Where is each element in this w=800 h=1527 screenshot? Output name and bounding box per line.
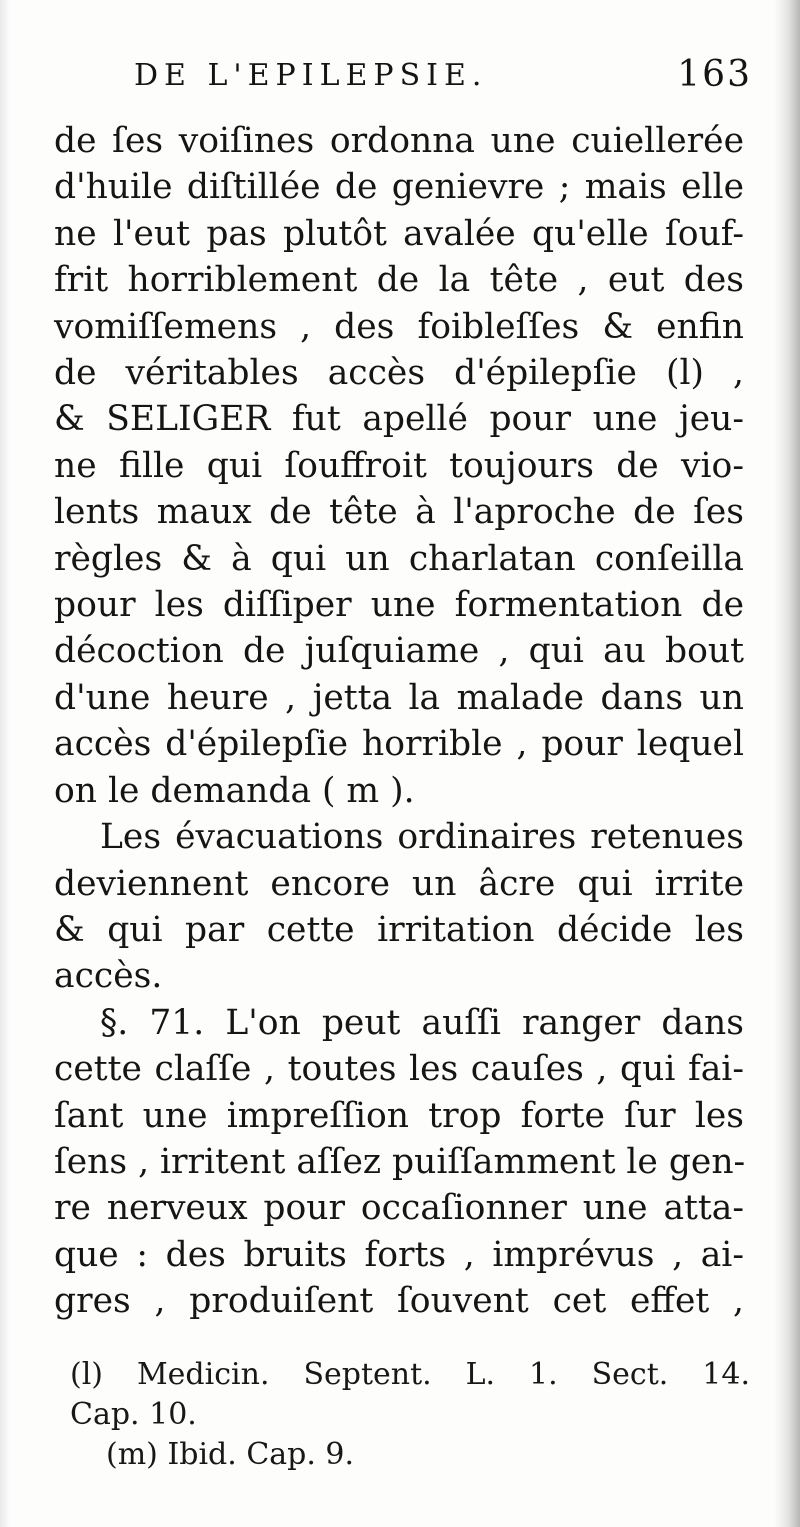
text-line: vomiſſemens , des foibleſſes & enfin: [54, 306, 744, 347]
page-number: 163: [677, 54, 752, 95]
text-line: gres , produiſent ſouvent cet effet ,: [54, 1281, 744, 1322]
page-left-edge: [0, 0, 10, 1527]
text-line: que : des bruits forts , imprévus , ai-: [54, 1234, 744, 1275]
text-line: deviennent encore un âcre qui irrite: [54, 863, 744, 904]
text-line: lents maux de tête à l'aproche de ſes: [54, 492, 744, 533]
footnote-l-continuation: Cap. 10.: [70, 1397, 197, 1432]
text-line: accès.: [54, 956, 163, 997]
section-start-line: §. 71. L'on peut auſſi ranger dans: [100, 1002, 744, 1043]
running-head: [52, 52, 752, 98]
text-line: d'une heure , jetta la malade dans un: [54, 677, 744, 718]
text-line: d'huile diſtillée de genievre ; mais elle: [54, 167, 744, 208]
footnote-m: (m) Ibid. Cap. 9.: [106, 1437, 355, 1472]
text-line: & SELIGER fut apellé pour une jeu-: [54, 399, 744, 440]
text-line: re nerveux pour occaſionner une atta-: [54, 1188, 744, 1229]
text-line: ſant une impreſſion trop forte ſur les: [54, 1095, 744, 1136]
text-line: pour les diſſiper une formentation de: [54, 585, 744, 626]
text-line: ne fille qui ſouffroit toujours de vio-: [54, 445, 744, 486]
body-text: [54, 118, 744, 1325]
text-line: règles & à qui un charlatan conſeilla: [54, 538, 744, 579]
text-line: de ſes voiſines ordonna une cuiellerée: [54, 121, 744, 161]
text-line: ne l'eut pas plutôt avalée qu'elle ſouf-: [54, 213, 744, 254]
footnote-l: (l) Medicin. Septent. L. 1. Sect. 14.: [70, 1357, 750, 1392]
running-title: DE L'EPILEPSIE.: [134, 58, 488, 93]
paragraph-start-line: Les évacuations ordinaires retenues: [100, 817, 744, 858]
text-line: de véritables accès d'épilepſie (l) ,: [54, 353, 744, 394]
gutter-shadow: [774, 0, 800, 1527]
footnotes: [70, 1355, 750, 1475]
text-line: accès d'épilepſie horrible , pour lequel: [54, 724, 744, 765]
text-line: cette claſſe , toutes les cauſes , qui fai-: [54, 1049, 744, 1090]
text-line: ſens , irritent aſſez puiſſamment le gen-: [54, 1141, 746, 1182]
text-line: on le demanda ( m ).: [54, 770, 415, 811]
text-line: décoction de juſquiame , qui au bout: [54, 631, 744, 672]
text-line: & qui par cette irritation décide les: [54, 909, 744, 950]
text-line: frit horriblement de la tête , eut des: [54, 260, 744, 301]
